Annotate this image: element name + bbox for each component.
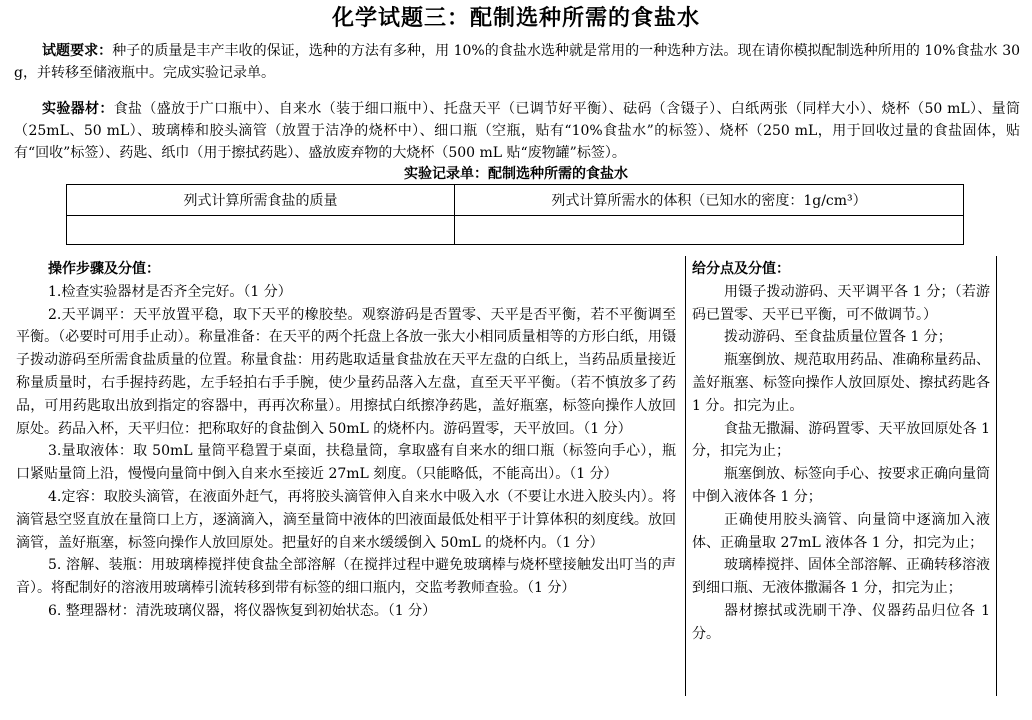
scoring-item: 拨动游码、至食盐质量位置各 1 分； bbox=[724, 329, 952, 346]
right-border bbox=[996, 256, 997, 696]
record-answer-row bbox=[67, 216, 964, 245]
scoring-column bbox=[692, 258, 990, 646]
page-title: 化学试题三：配制选种所需的食盐水 bbox=[331, 6, 700, 31]
scoring-item: 瓶塞倒放、规范取用药品、准确称量药品、盖好瓶塞、标签向操作人放回原处、擦拭药匙各 1 分。扣完为止。 bbox=[692, 352, 990, 414]
step-item: 3.量取液体：取 50mL 量筒平稳置于桌面，扶稳量筒，拿取盛有自来水的细口瓶（标签向手心），瓶口紧贴量筒上沿，慢慢向量筒中倒入自来水至接近 27mL 刻度。（只能略低，不能高出）。（1 分） bbox=[16, 443, 676, 483]
scoring-item: 食盐无撒漏、游码置零、天平放回原处各 1 分，扣完为止； bbox=[692, 420, 990, 460]
record-table bbox=[66, 184, 964, 245]
step-item: 4.定容：取胶头滴管，在液面外赶气，再将胶头滴管伸入自来水中吸入水（不要让水进入胶头内）。将滴管悬空竖直放在量筒口上方，逐滴滴入，滴至量筒中液体的凹液面最低处相平于计算体积的刻度线。放回滴管，盖好瓶塞，标签向操作人放回原处。把量好的自来水缓缓倒入 50mL 的烧杯内。（1 分） bbox=[16, 488, 676, 551]
requirement-text: 种子的质量是丰产丰收的保证，选种的方法有多种，用 10%的食盐水选种就是常用的一种选种方法。现在请你模拟配制选种所用的 10%食盐水 30 g，并转移至储液瓶中。完成实验记录单。 bbox=[14, 43, 1021, 81]
scoring-item: 瓶塞倒放、标签向手心、按要求正确向量筒中倒入液体各 1 分； bbox=[692, 466, 990, 505]
step-item: 2.天平调平：天平放置平稳，取下天平的橡胶垫。观察游码是否置零、天平是否平衡，若不平衡调至平衡。（必要时可用手止动）。称量准备：在天平的两个托盘上各放一张大小相同质量相等的方形白纸，用镊子拨动游码至所需食盐质量的位置。称量食盐：用药匙取适量食盐放在天平左盘的白纸上，当药品质量接近称量质量时，右手握持药匙，左手轻拍右手手腕，使少量药品落入左盘，直至天平平衡。（若不慎放多了药品，可用药匙取出放到指定的容器中，再再次称量）。用擦拭白纸擦净药匙，盖好瓶塞，标签向操作人放回原处。药品入杯，天平归位：把称取好的食盐倒入 50mL 的烧杯内。游码置零，天平放回。（1 分） bbox=[16, 306, 676, 437]
requirement-paragraph bbox=[14, 40, 1020, 84]
record-answer-water[interactable] bbox=[455, 216, 964, 245]
step-item: 6. 整理器材：清洗玻璃仪器，将仪器恢复到初始状态。（1 分） bbox=[48, 602, 437, 619]
record-col-salt-mass: 列式计算所需食盐的质量 bbox=[67, 185, 455, 216]
step-item: 1.检查实验器材是否齐全完好。（1 分） bbox=[48, 283, 292, 300]
step-item: 5. 溶解、装瓶：用玻璃棒搅拌使食盐全部溶解（在搅拌过程中避免玻璃棒与烧杯壁接触发出叮当的声音）。将配制好的溶液用玻璃棒引流转移到带有标签的细口瓶内，交监考教师查验。（1 分） bbox=[16, 557, 676, 597]
equipment-text: 食盐（盛放于广口瓶中）、自来水（装于细口瓶中）、托盘天平（已调节好平衡）、砝码（含镊子）、白纸两张（同样大小）、烧杯（50 mL）、量筒（25mL、50 mL）、玻璃棒和胶头滴管（放置于洁净的烧杯中）、细口瓶（空瓶，贴有“10%食盐水”的标签）、烧杯（250 mL，用于回收过量的食盐固体，贴有“回收”标签）、药匙、纸巾（用于擦拭药匙）、盛放废弃物的大烧杯（500 mL 贴“废物罐”标签）。 bbox=[14, 101, 1020, 161]
scoring-item: 器材擦拭或洗刷干净、仪器药品归位各 1 分。 bbox=[692, 602, 990, 642]
scoring-item: 玻璃棒搅拌、固体全部溶解、正确转移溶液到细口瓶、无液体撒漏各 1 分，扣完为止； bbox=[692, 557, 990, 597]
scoring-heading: 给分点及分值： bbox=[692, 261, 790, 277]
equipment-paragraph bbox=[14, 98, 1020, 164]
steps-heading: 操作步骤及分值： bbox=[48, 261, 160, 277]
record-title: 实验记录单：配制选种所需的食盐水 bbox=[404, 166, 628, 182]
column-divider bbox=[685, 256, 686, 696]
record-header-row bbox=[67, 185, 964, 216]
record-col-water-volume: 列式计算所需水的体积（已知水的密度：1g/cm³） bbox=[455, 185, 964, 216]
equipment-label: 实验器材： bbox=[42, 101, 114, 117]
record-answer-salt[interactable] bbox=[67, 216, 455, 245]
requirement-label: 试题要求： bbox=[42, 43, 113, 59]
scoring-item: 用镊子拨动游码、天平调平各 1 分；（若游码已置零、天平已平衡，可不做调节。） bbox=[692, 283, 990, 323]
scoring-item: 正确使用胶头滴管、向量筒中逐滴加入液体、正确量取 27mL 液体各 1 分，扣完为止； bbox=[692, 511, 990, 551]
steps-column bbox=[16, 258, 676, 623]
